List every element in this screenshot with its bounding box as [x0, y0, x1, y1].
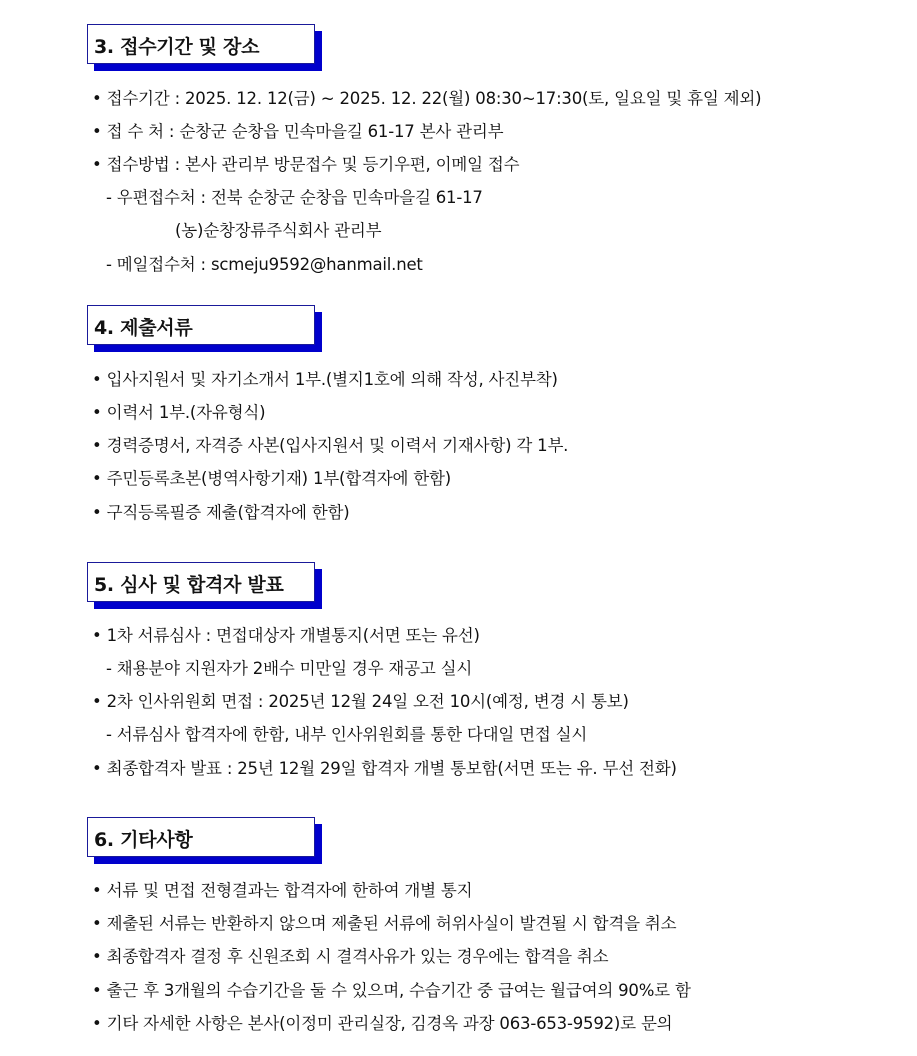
- section-4-line-2: • 이력서 1부.(자유형식): [92, 403, 266, 422]
- section-3-line-2: • 접 수 처 : 순창군 순창읍 민속마을길 61-17 본사 관리부: [92, 122, 504, 141]
- section-4-line-5: • 구직등록필증 제출(합격자에 한함): [92, 503, 350, 522]
- heading-face: [87, 24, 315, 64]
- section-6-line-1: • 서류 및 면접 전형결과는 합격자에 한하여 개별 통지: [92, 881, 473, 900]
- heading-face: [87, 562, 315, 602]
- section-4-line-4: • 주민등록초본(병역사항기재) 1부(합격자에 한함): [92, 469, 451, 488]
- section-3-line-3: • 접수방법 : 본사 관리부 방문접수 및 등기우편, 이메일 접수: [92, 155, 520, 174]
- section-5-line-1: • 1차 서류심사 : 면접대상자 개별통지(서면 또는 유선): [92, 626, 480, 645]
- section-4-line-1: • 입사지원서 및 자기소개서 1부.(별지1호에 의해 작성, 사진부착): [92, 370, 558, 389]
- section-6-heading: [87, 817, 315, 857]
- section-6-title: 6. 기타사항: [94, 829, 193, 851]
- section-3-heading: [87, 24, 315, 64]
- section-4-heading: [87, 305, 315, 345]
- section-5-line-5: • 최종합격자 발표 : 25년 12월 29일 합격자 개별 통보함(서면 또는 유. 무선 전화): [92, 759, 677, 778]
- section-5-title: 5. 심사 및 합격자 발표: [94, 574, 284, 596]
- heading-face: [87, 817, 315, 857]
- section-6-line-5: • 기타 자세한 사항은 본사(이정미 관리실장, 김경옥 과장 063-653-9592)로 문의: [92, 1014, 673, 1033]
- section-3-line-4: - 우편접수처 : 전북 순창군 순창읍 민속마을길 61-17: [106, 188, 483, 207]
- section-6-line-2: • 제출된 서류는 반환하지 않으며 제출된 서류에 허위사실이 발견될 시 합격을 취소: [92, 914, 677, 933]
- section-4-title: 4. 제출서류: [94, 317, 193, 339]
- section-3-title: 3. 접수기간 및 장소: [94, 36, 260, 58]
- section-3-line-1: • 접수기간 : 2025. 12. 12(금) ~ 2025. 12. 22(월) 08:30~17:30(토, 일요일 및 휴일 제외): [92, 89, 762, 108]
- section-5-heading: [87, 562, 315, 602]
- section-3-line-5: (농)순창장류주식회사 관리부: [175, 221, 382, 240]
- section-5-line-3: • 2차 인사위원회 면접 : 2025년 12월 24일 오전 10시(예정, 변경 시 통보): [92, 692, 629, 711]
- section-6-line-3: • 최종합격자 결정 후 신원조회 시 결격사유가 있는 경우에는 합격을 취소: [92, 947, 609, 966]
- heading-face: [87, 305, 315, 345]
- section-5-line-4: - 서류심사 합격자에 한함, 내부 인사위원회를 통한 다대일 면접 실시: [106, 725, 588, 744]
- section-4-line-3: • 경력증명서, 자격증 사본(입사지원서 및 이력서 기재사항) 각 1부.: [92, 436, 569, 455]
- section-6-line-4: • 출근 후 3개월의 수습기간을 둘 수 있으며, 수습기간 중 급여는 월급여의 90%로 함: [92, 981, 691, 1000]
- section-3-line-6: - 메일접수처 : scmeju9592@hanmail.net: [106, 255, 423, 274]
- section-5-line-2: - 채용분야 지원자가 2배수 미만일 경우 재공고 실시: [106, 659, 473, 678]
